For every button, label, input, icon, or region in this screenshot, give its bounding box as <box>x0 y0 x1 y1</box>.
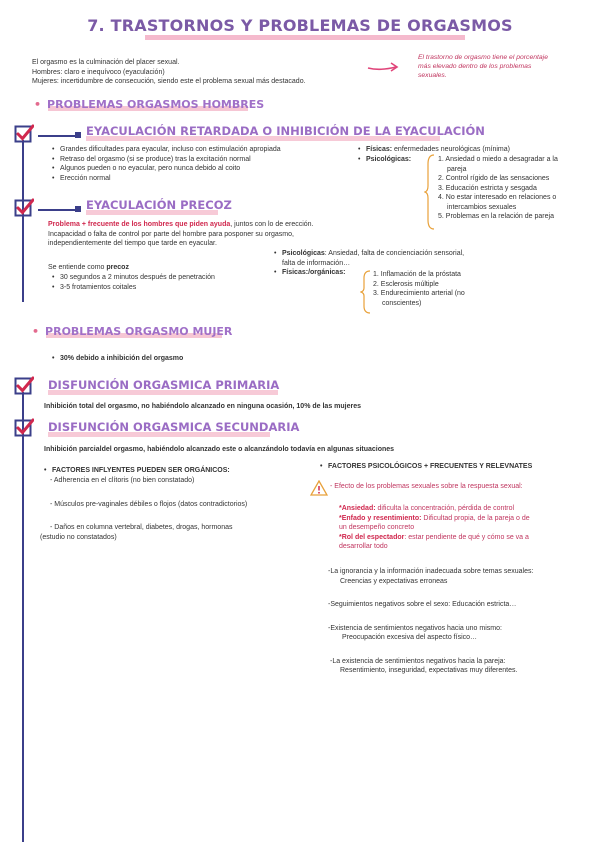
connector-line <box>38 209 76 211</box>
women-heading-text: PROBLEMAS ORGASMO MUJER <box>45 325 233 338</box>
arrow-right-icon <box>366 60 402 74</box>
organic-list <box>40 476 310 542</box>
list-item: • Erección normal <box>52 174 352 184</box>
effect-item <box>339 533 589 543</box>
organic-heading: • FACTORES INFLYENTES PUEDEN SER ORGÁNICOS: <box>44 466 314 476</box>
checkbox-icon <box>14 418 34 438</box>
psych-factors <box>320 462 590 472</box>
intro-line: Mujeres: incertidumbre de consecución, siendo este el problema sexual más destacado. <box>32 78 306 85</box>
list-item: 1. Ansiedad o miedo a desagradar a la <box>438 156 558 163</box>
timeline-line <box>22 392 24 842</box>
primary-heading: DISFUNCIÓN ORGASMICA PRIMARIA <box>48 378 280 392</box>
list-item: - Músculos pre-vaginales débiles o flojos (datos contradictorios) <box>50 500 248 508</box>
text: dificulta la concentración, pérdida de control <box>375 505 515 512</box>
list-item: Resentimiento, inseguridad, expectativas muy diferentes. <box>340 667 518 674</box>
list-item: -Existencia de sentimientos negativos hacia uno mismo: <box>328 624 502 632</box>
secondary-text: Inhibición parcialdel orgasmo, habiéndolo alcanzado este o alcanzándolo todavía en algunas situaciones <box>44 446 395 453</box>
list-item: • 3-5 frotamientos coitales <box>52 283 282 293</box>
list-item: conscientes) <box>382 299 422 307</box>
emphasis: Problema + frecuente de los hombres que piden ayuda <box>48 221 231 228</box>
men-heading <box>34 98 264 111</box>
brace-icon <box>360 270 372 314</box>
premature-text <box>48 220 388 249</box>
list-item: - Adherencia en el clítoris (no bien constatado) <box>50 477 195 484</box>
label: Físicas: <box>366 146 393 153</box>
psych-lines <box>328 567 590 676</box>
list-item: -La ignorancia y la información inadecuada sobre temas sexuales: <box>328 568 534 575</box>
effects-list <box>339 504 589 552</box>
list-item: • 30% debido a inhibición del orgasmo <box>52 354 352 364</box>
list-item: pareja <box>447 165 467 173</box>
text: : Ansiedad, falta de concienciación sensorial, <box>324 250 465 257</box>
list-item: (estudio no constatados) <box>40 533 117 541</box>
fisicas-item <box>358 145 588 155</box>
side-note-line: El trastorno de orgasmo tiene el porcentaje <box>418 54 548 61</box>
text: Se entiende como <box>48 264 105 271</box>
connector-square <box>75 206 81 212</box>
retarded-list <box>52 145 352 183</box>
precoz-list <box>52 273 282 292</box>
list-item: • Retraso del orgasmo (si se produce) tras la excitación normal <box>52 155 352 165</box>
list-item: 5. Problemas en la relación de pareja <box>438 213 554 220</box>
premature-heading: EYACULACIÓN PRECOZ <box>86 198 232 212</box>
list-item: 1. Inflamación de la próstata <box>373 271 461 278</box>
list-item: • Algunos pueden o no eyacular, pero nunca debido al coito <box>52 164 352 174</box>
checkbox-icon <box>14 124 34 144</box>
list-item: -Seguimientos negativos sobre el sexo: Educación estricta… <box>328 601 517 608</box>
label: *Ansiedad: <box>339 505 376 512</box>
timeline-line <box>22 140 24 302</box>
label: Psicológicas: <box>366 155 412 163</box>
women-stat <box>52 354 352 364</box>
side-note-line: sexuales. <box>418 72 447 79</box>
label: Psicológicas <box>282 250 325 257</box>
effect-item: desarrollar todo <box>339 543 388 550</box>
checkbox-icon <box>14 198 34 218</box>
connector-square <box>75 132 81 138</box>
text: falta de información… <box>282 259 351 267</box>
list-item: 2. Esclerosis múltiple <box>373 280 439 288</box>
list-item: Creencias y expectativas erroneas <box>340 577 448 585</box>
retarded-heading: EYACULACIÓN RETARDADA O INHIBICIÓN DE LA EYACULACIÓN <box>86 124 485 138</box>
men-heading-text: PROBLEMAS ORGASMOS HOMBRES <box>47 98 265 111</box>
brace-icon <box>424 154 436 230</box>
secondary-heading: DISFUNCIÓN ORGASMICA SECUNDARIA <box>48 420 300 434</box>
effect-line: - Efecto de los problemas sexuales sobre la respuesta sexual: <box>330 483 523 490</box>
list-item: 3. Educación estricta y sesgada <box>438 184 537 192</box>
bullet-icon: • <box>32 325 40 338</box>
premature-line <box>48 220 388 230</box>
text: : estar pendiente de qué y cómo se va a <box>404 533 529 541</box>
emphasis: precoz <box>106 264 129 271</box>
label: Físicas:/orgánicas: <box>282 269 346 276</box>
premature-line: Incapacidad o falta de control por parte del hombre para posponer su orgasmo, <box>48 230 294 238</box>
side-note-line: más elevado dentro de los problemas <box>418 63 532 70</box>
label: *Enfado y resentimiento: <box>339 514 422 522</box>
list-item: Preocupación excesiva del aspecto físico… <box>342 634 478 641</box>
primary-text: Inhibición total del orgasmo, no habiéndolo alcanzado en ninguna ocasión, 10% de las mujeres <box>44 403 361 410</box>
side-note <box>418 53 588 80</box>
list-item: • Grandes dificultades para eyacular, incluso con estimulación apropiada <box>52 145 352 155</box>
intro-line: Hombres: claro e inequívoco (eyaculación) <box>32 68 165 76</box>
bullet-icon: • <box>34 98 42 111</box>
effect-item <box>339 514 589 524</box>
list-item: 4. No estar interesado en relaciones o <box>438 194 557 201</box>
warning-icon <box>310 480 328 496</box>
list-item: 2. Control rígido de las sensaciones <box>438 175 550 182</box>
psico-item <box>274 249 534 268</box>
women-heading <box>32 325 232 338</box>
list-item: intercambios sexuales <box>447 203 517 211</box>
page-title: 7. TRASTORNOS Y PROBLEMAS DE ORGASMOS <box>87 16 513 35</box>
list-item: -La existencia de sentimientos negativos hacia la pareja: <box>330 657 506 665</box>
effect-item <box>339 504 589 514</box>
list-item: 3. Endurecimiento arterial (no <box>373 290 465 297</box>
list-item: - Daños en columna vertebral, diabetes, drogas, hormonas <box>50 524 233 531</box>
precoz-def <box>48 263 268 273</box>
text: , juntos con lo de erección. <box>230 221 314 228</box>
text: Dificultad propia, de la pareja o de <box>421 514 530 522</box>
psych-heading: • FACTORES PSICOLÓGICOS + FRECUENTES Y RELEVNATES <box>320 462 590 472</box>
text: enfermedades neurológicas (mínima) <box>394 146 510 153</box>
checkbox-icon <box>14 376 34 396</box>
title-highlight <box>145 35 465 40</box>
psico-list <box>438 155 588 222</box>
intro-line: El orgasmo es la culminación del placer sexual. <box>32 59 180 66</box>
organic-factors <box>44 466 314 476</box>
effect-item: un desempeño concreto <box>339 524 415 531</box>
list-item: • 30 segundos a 2 minutos después de penetración <box>52 273 282 283</box>
connector-line <box>38 135 76 137</box>
premature-line: independientemente del tiempo que tarde en eyacular. <box>48 240 217 247</box>
label: *Rol del espectador <box>339 533 405 541</box>
fisicas-list <box>373 270 513 308</box>
intro <box>32 58 392 87</box>
